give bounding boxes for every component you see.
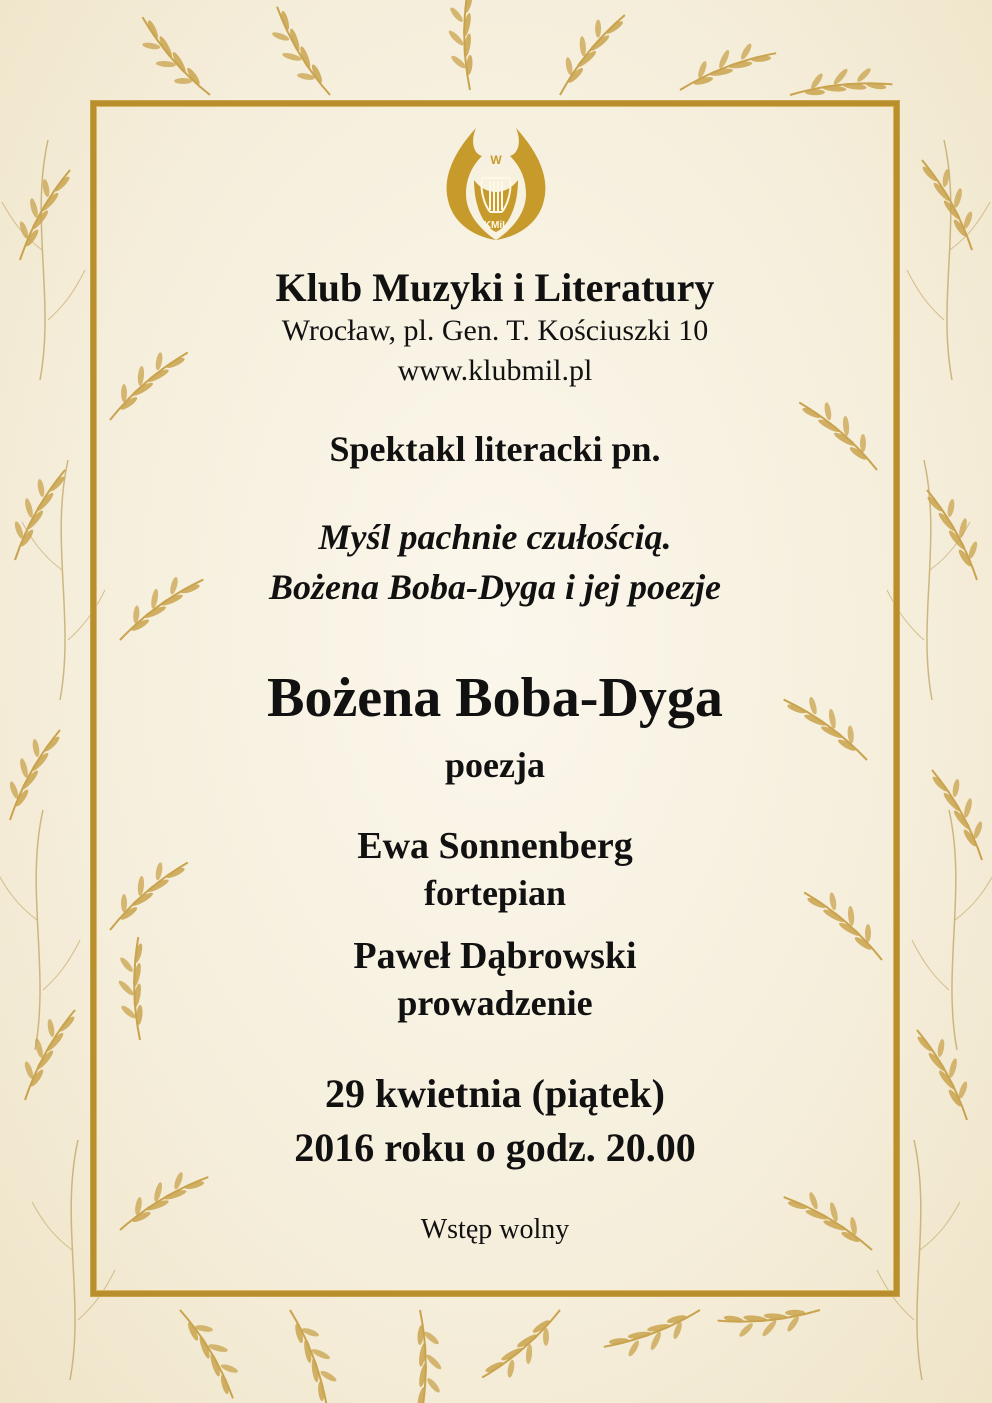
host-role: prowadzenie bbox=[397, 983, 593, 1023]
event-type: Spektakl literacki pn. bbox=[329, 429, 661, 469]
event-title-line1: Myśl pachnie czułością. bbox=[318, 517, 672, 557]
club-address: Wrocław, pl. Gen. T. Kościuszki 10 bbox=[281, 314, 709, 347]
event-time: 2016 roku o godz. 20.00 bbox=[294, 1125, 696, 1170]
host-name: Paweł Dąbrowski bbox=[353, 935, 637, 977]
poster-content bbox=[96, 106, 894, 1291]
admission-note: Wstęp wolny bbox=[420, 1214, 570, 1245]
logo-bottom-text: KMiL bbox=[483, 220, 509, 231]
main-performer-role: poezja bbox=[445, 745, 545, 785]
club-website: www.klubmil.pl bbox=[397, 354, 593, 387]
main-performer-name: Bożena Boba-Dyga bbox=[267, 667, 723, 729]
event-date: 29 kwietnia (piątek) bbox=[325, 1071, 665, 1116]
performer-name: Ewa Sonnenberg bbox=[357, 825, 633, 867]
logo-top-letter: W bbox=[490, 153, 502, 167]
kmil-lyre-logo bbox=[436, 120, 556, 250]
event-title-line2: Bożena Boba-Dyga i jej poezje bbox=[269, 567, 721, 607]
performer-role: fortepian bbox=[424, 873, 566, 913]
club-name: Klub Muzyki i Literatury bbox=[275, 265, 715, 310]
